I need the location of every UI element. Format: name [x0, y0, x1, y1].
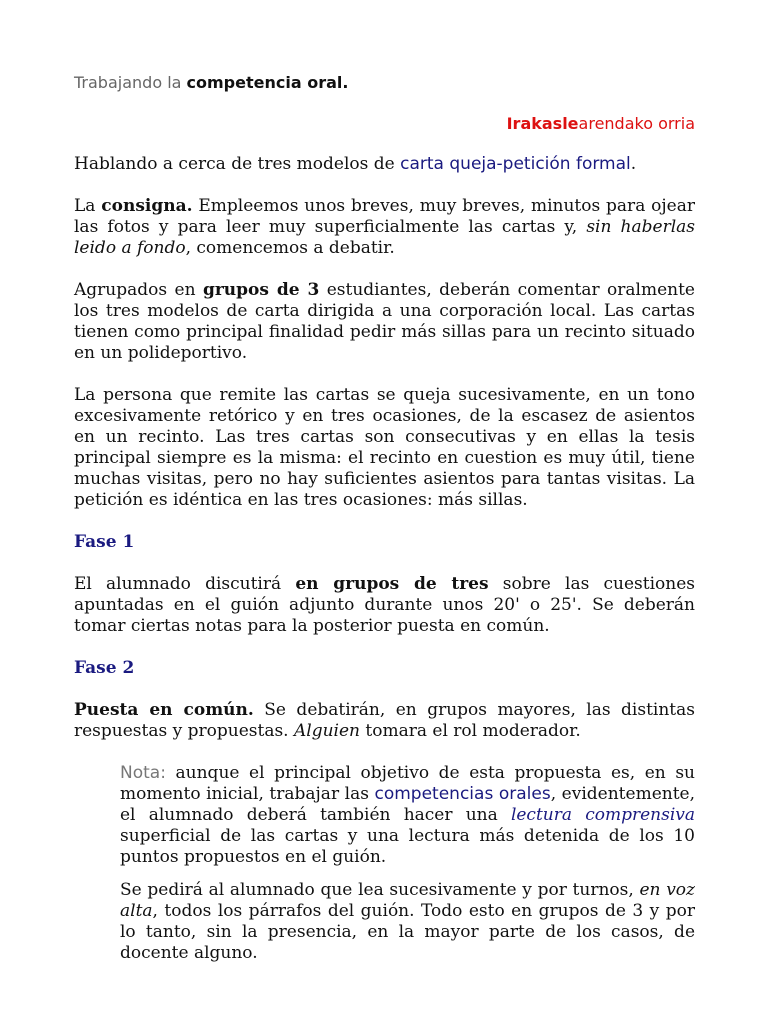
fase-1-paragraph: [74, 574, 695, 637]
title-part-2: competencia oral.: [186, 73, 349, 92]
agrupados-paragraph: [74, 280, 695, 364]
title-part-1: Trabajando la: [74, 73, 182, 92]
nota-text-1: aunque el principal objetivo de esta propuesta es, en su momento inicial, trabajar las: [120, 763, 695, 804]
consigna-paragraph: [74, 196, 695, 259]
nota-text-2: , evidentemente, el alumnado deberá también hacer una: [120, 784, 695, 825]
consigna-italic: sin haberlas leido a fondo: [74, 217, 696, 258]
nota-link-lectura[interactable]: lectura comprensiva: [510, 805, 695, 825]
fase-2-end: tomara el rol moderador.: [360, 721, 581, 741]
document-title: [74, 72, 695, 94]
turnos-paragraph: [120, 880, 695, 964]
turnos-end: , todos los párrafos del guión. Todo esto en grupos de 3 y por lo tanto, sin la presencia, en la mayor parte de los casos, de docente alguno.: [120, 901, 695, 963]
consigna-bold: consigna.: [101, 196, 193, 216]
nota-link-competencias[interactable]: competencias orales: [374, 784, 551, 804]
intro-end: .: [630, 154, 637, 174]
consigna-prefix: La: [74, 196, 102, 216]
fase-1-bold: en grupos de tres: [295, 574, 489, 594]
author-rest: arendako orria: [578, 114, 695, 133]
consigna-text: Empleemos unos breves, muy breves, minutos para ojear las fotos y para leer muy superficialmente las cartas y,: [74, 196, 696, 237]
fase-2-heading: Fase 2: [74, 658, 135, 678]
fase-2-text: Se debatirán, en grupos mayores, las distintas respuestas y propuestas.: [74, 700, 695, 741]
agrupados-bold: grupos de 3: [202, 280, 320, 300]
document-page: [74, 72, 695, 976]
nota-paragraph: [120, 763, 695, 868]
nota-text-3: superficial de las cartas y una lectura más detenida de los 10 puntos propuestos en el guión.: [120, 826, 695, 867]
agrupados-text: estudiantes, deberán comentar oralmente los tres modelos de carta dirigida a una corporación local. Las cartas tienen como principal finalidad pedir más sillas para un recinto situado en un polideportivo.: [74, 280, 695, 363]
intro-paragraph: [74, 154, 695, 175]
fase-2-italic: Alguien: [294, 721, 360, 741]
fase-1-prefix: El alumnado discutirá: [74, 574, 296, 594]
author-line: [74, 113, 695, 135]
turnos-text: Se pedirá al alumnado que lea sucesivamente y por turnos,: [120, 880, 640, 900]
fase-2-paragraph: [74, 700, 695, 742]
agrupados-prefix: Agrupados en: [74, 280, 203, 300]
fase-1-heading: Fase 1: [74, 532, 135, 552]
intro-link[interactable]: carta queja-petición formal: [400, 154, 631, 174]
intro-text: Hablando a cerca de tres modelos de: [74, 154, 401, 174]
nota-label: Nota:: [120, 763, 166, 783]
consigna-end: , comencemos a debatir.: [185, 238, 395, 258]
fase-2-bold: Puesta en común.: [74, 700, 254, 720]
author-bold: Irakasle: [506, 114, 579, 133]
turnos-italic: en voz alta: [120, 880, 695, 921]
fase-1-text: sobre las cuestiones apuntadas en el guión adjunto durante unos 20' o 25'. Se deberán tomar ciertas notas para la posterior puesta en común.: [74, 574, 695, 636]
persona-paragraph: La persona que remite las cartas se queja sucesivamente, en un tono excesivamente retórico y en tres ocasiones, de la escasez de asientos en un recinto. Las tres cartas son consecutivas y en ellas la tesis principal siempre es la misma: el recinto en cuestion es muy útil, tiene muchas visitas, pero no hay suficientes asientos para tantas visitas. La petición es idéntica en las tres ocasiones: más sillas.: [74, 385, 695, 510]
